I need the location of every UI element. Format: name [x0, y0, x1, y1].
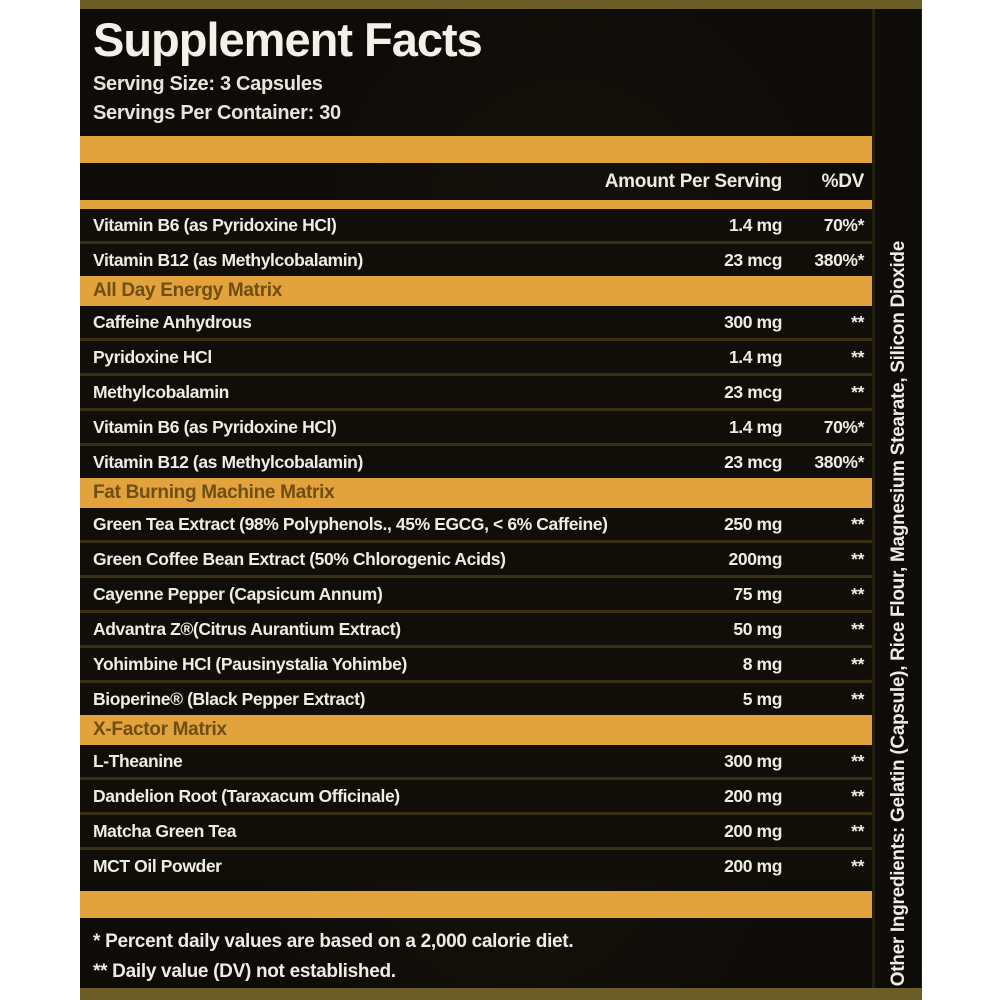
ingredient-dv: ** [851, 653, 864, 674]
ingredient-name: Cayenne Pepper (Capsicum Annum) [93, 583, 383, 604]
ingredient-row [80, 645, 872, 680]
ingredient-dv: 70%* [823, 214, 864, 235]
ingredient-amount: 1.4 mg [728, 346, 782, 367]
ingredient-dv: 380%* [814, 451, 864, 472]
ingredient-amount: 200 mg [724, 855, 782, 876]
ingredient-row [80, 575, 872, 610]
label-content [80, 9, 922, 988]
ingredient-amount: 75 mg [733, 583, 782, 604]
ingredient-amount: 8 mg [742, 653, 782, 674]
ingredient-name: Matcha Green Tea [93, 820, 237, 841]
section-header-row [80, 715, 872, 745]
ingredient-row [80, 847, 872, 882]
footnote-percent-daily: * Percent daily values are based on a 2,000 calorie diet. [93, 931, 574, 953]
ingredient-name: MCT Oil Powder [93, 855, 222, 876]
gold-divider-bottom [80, 891, 872, 918]
ingredient-row [80, 745, 872, 777]
ingredient-amount: 1.4 mg [728, 214, 782, 235]
ingredient-dv: ** [851, 311, 864, 332]
ingredient-name: Pyridoxine HCl [93, 346, 212, 367]
section-title: X-Factor Matrix [93, 719, 227, 741]
label-top-edge [80, 0, 922, 9]
ingredient-table [80, 209, 872, 882]
ingredient-row [80, 610, 872, 645]
ingredient-dv: ** [851, 855, 864, 876]
ingredient-row [80, 540, 872, 575]
ingredient-amount: 200 mg [724, 785, 782, 806]
ingredient-row [80, 508, 872, 540]
facts-header [80, 9, 872, 136]
ingredient-row [80, 680, 872, 715]
servings-per-container: Servings Per Container: 30 [93, 102, 341, 125]
ingredient-amount: 300 mg [724, 311, 782, 332]
ingredient-dv: 380%* [814, 249, 864, 270]
ingredient-amount: 1.4 mg [728, 416, 782, 437]
ingredient-name: Green Coffee Bean Extract (50% Chlorogenic Acids) [93, 548, 506, 569]
other-ingredients-column [875, 9, 922, 988]
footnotes [80, 918, 872, 992]
column-header-amount: Amount Per Serving [604, 170, 782, 192]
ingredient-dv: ** [851, 346, 864, 367]
ingredient-amount: 250 mg [724, 513, 782, 534]
ingredient-name: Vitamin B6 (as Pyridoxine HCl) [93, 214, 337, 235]
ingredient-amount: 5 mg [742, 688, 782, 709]
ingredient-name: Yohimbine HCl (Pausinystalia Yohimbe) [93, 653, 407, 674]
ingredient-dv: ** [851, 688, 864, 709]
ingredient-amount: 200 mg [724, 820, 782, 841]
ingredient-row [80, 373, 872, 408]
ingredient-name: Vitamin B12 (as Methylcobalamin) [93, 249, 363, 270]
footnote-dv-not-established: ** Daily value (DV) not established. [93, 960, 396, 982]
ingredient-row [80, 306, 872, 338]
column-header-dv: %DV [821, 170, 864, 192]
ingredient-name: Vitamin B12 (as Methylcobalamin) [93, 451, 363, 472]
ingredient-dv: ** [851, 381, 864, 402]
ingredient-amount: 23 mcg [724, 451, 782, 472]
ingredient-dv: ** [851, 548, 864, 569]
ingredient-name: Bioperine® (Black Pepper Extract) [93, 688, 366, 709]
section-header-row [80, 478, 872, 508]
ingredient-dv: ** [851, 618, 864, 639]
ingredient-amount: 300 mg [724, 750, 782, 771]
ingredient-name: Dandelion Root (Taraxacum Officinale) [93, 785, 400, 806]
ingredient-dv: ** [851, 583, 864, 604]
column-header-row [80, 163, 872, 200]
ingredient-row [80, 209, 872, 241]
ingredient-dv: ** [851, 785, 864, 806]
ingredient-dv: ** [851, 820, 864, 841]
ingredient-name: Methylcobalamin [93, 381, 229, 402]
gold-divider-thin [80, 200, 872, 209]
ingredient-name: Green Tea Extract (98% Polyphenols., 45% EGCG, < 6% Caffeine) [93, 513, 608, 534]
other-ingredients-text: Other Ingredients: Gelatin (Capsule), Rice Flour, Magnesium Stearate, Silicon Dioxide [887, 240, 909, 986]
ingredient-row [80, 777, 872, 812]
ingredient-dv: ** [851, 513, 864, 534]
ingredient-row [80, 812, 872, 847]
gold-divider-thick [80, 136, 872, 163]
supplement-label [80, 0, 922, 1000]
ingredient-row [80, 408, 872, 443]
ingredient-name: Vitamin B6 (as Pyridoxine HCl) [93, 416, 337, 437]
ingredient-name: L-Theanine [93, 750, 183, 771]
ingredient-amount: 23 mcg [724, 381, 782, 402]
section-title: Fat Burning Machine Matrix [93, 482, 335, 504]
ingredient-row [80, 338, 872, 373]
facts-panel [80, 9, 875, 988]
ingredient-name: Caffeine Anhydrous [93, 311, 252, 332]
label-bottom-edge [80, 988, 922, 1000]
section-header-row [80, 276, 872, 306]
ingredient-row [80, 443, 872, 478]
ingredient-row [80, 241, 872, 276]
ingredient-name: Advantra Z®(Citrus Aurantium Extract) [93, 618, 401, 639]
ingredient-amount: 23 mcg [724, 249, 782, 270]
ingredient-dv: ** [851, 750, 864, 771]
serving-size: Serving Size: 3 Capsules [93, 73, 323, 96]
ingredient-amount: 50 mg [733, 618, 782, 639]
ingredient-dv: 70%* [823, 416, 864, 437]
ingredient-amount: 200mg [728, 548, 782, 569]
section-title: All Day Energy Matrix [93, 280, 283, 302]
panel-title: Supplement Facts [93, 13, 482, 66]
